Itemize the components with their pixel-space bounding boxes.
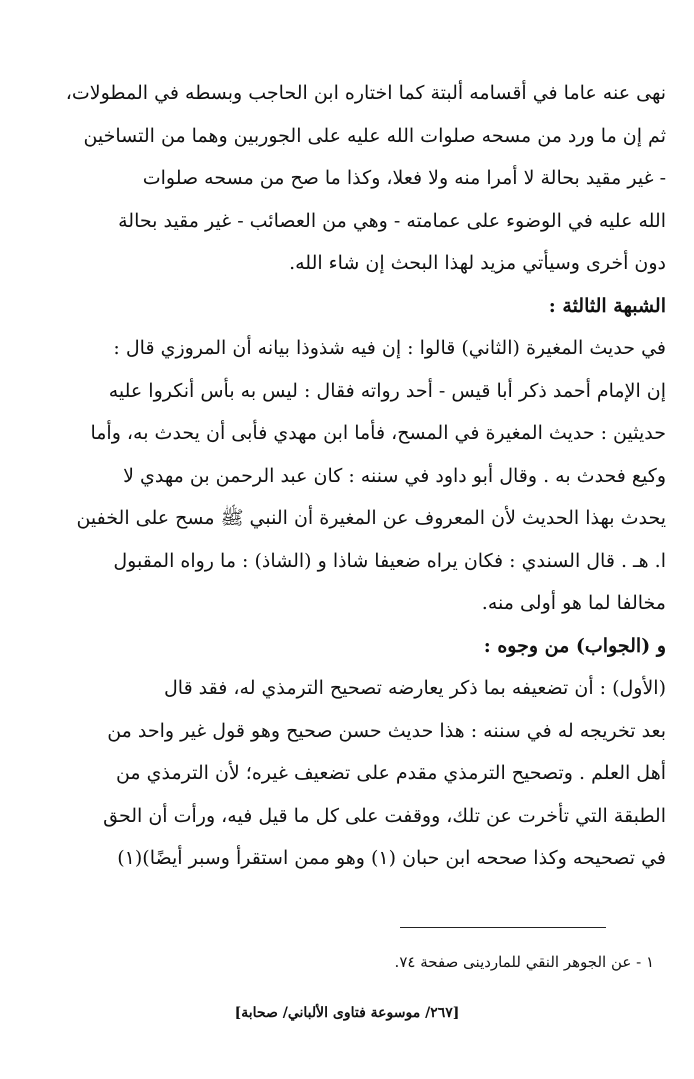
text-line: نهى عنه عاما في أقسامه ألبتة كما اختاره ابن الحاجب وبسطه في المطولات، bbox=[65, 82, 666, 104]
footnote: ١ - عن الجوهر النقي للماردينى صفحة ٧٤. bbox=[394, 953, 654, 971]
answer-heading: و (الجواب) من وجوه : bbox=[483, 634, 666, 657]
text-line: (الأول) : أن تضعيفه بما ذكر يعارضه تصحيح الترمذي له، فقد قال bbox=[163, 677, 666, 699]
page-footer: [٢٦٧/ موسوعة فتاوى الألباني/ صحابة] bbox=[234, 1005, 460, 1021]
section-heading: الشبهة الثالثة : bbox=[548, 294, 666, 317]
text-line: - غير مقيد بحالة لا أمرا منه ولا فعلا، وكذا ما صح من مسحه صلوات bbox=[142, 167, 666, 189]
text-line: في حديث المغيرة (الثاني) قالوا : إن فيه شذوذا بيانه أن المروزي قال : bbox=[113, 337, 666, 359]
text-line: أهل العلم . وتصحيح الترمذي مقدم على تضعيف غيره؛ لأن الترمذي من bbox=[115, 762, 666, 784]
text-line: يحدث بهذا الحديث لأن المعروف عن المغيرة أن النبي ﷺ مسح على الخفين bbox=[76, 507, 666, 529]
text-line: بعد تخريجه له في سننه : هذا حديث حسن صحيح وهو قول غير واحد من bbox=[107, 719, 666, 742]
text-line: ثم إن ما ورد من مسحه صلوات الله عليه على الجوربين وهما من التساخين bbox=[83, 124, 666, 147]
text-line: الله عليه في الوضوء على عمامته - وهي من العصائب - غير مقيد بحالة bbox=[118, 209, 666, 232]
main-text-block bbox=[34, 72, 666, 880]
text-line: حديثين : حديث المغيرة في المسح، فأما ابن مهدي فأبى أن يحدث به، وأما bbox=[90, 422, 666, 444]
text-line: دون أخرى وسيأتي مزيد لهذا البحث إن شاء الله. bbox=[289, 252, 666, 274]
text-line: وكيع فحدث به . وقال أبو داود في سننه : كان عبد الرحمن بن مهدي لا bbox=[123, 464, 666, 487]
text-line: ا. هـ . قال السندي : فكان يراه ضعيفا شاذا و (الشاذ) : ما رواه المقبول bbox=[113, 549, 666, 572]
text-line: مخالفا لما هو أولى منه. bbox=[481, 592, 666, 614]
footnote-divider bbox=[400, 927, 606, 928]
text-line: إن الإمام أحمد ذكر أبا قيس - أحد رواته فقال : ليس به بأس أنكروا عليه bbox=[108, 379, 666, 402]
text-line: في تصحيحه وكذا صححه ابن حبان (١) وهو ممن استقرأ وسبر أيضًا)(١) bbox=[117, 847, 666, 869]
text-line: الطبقة التي تأخرت عن تلك، ووقفت على كل ما قيل فيه، ورأت أن الحق bbox=[103, 804, 666, 827]
